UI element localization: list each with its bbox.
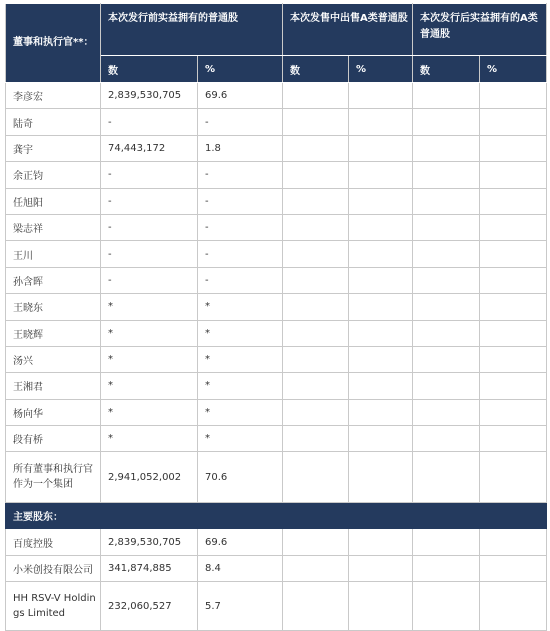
- name-cell: 王晓东: [6, 294, 101, 320]
- table-row: [6, 320, 547, 346]
- number-cell: 74,443,172: [101, 135, 198, 161]
- after-number-cell: [413, 294, 480, 320]
- sold-number-cell: [283, 529, 349, 555]
- after-number-cell: [413, 135, 480, 161]
- after-percent-cell: [480, 452, 547, 503]
- sold-percent-cell: [349, 320, 413, 346]
- after-percent-cell: [480, 320, 547, 346]
- sold-percent-cell: [349, 555, 413, 581]
- sold-percent-cell: [349, 452, 413, 503]
- name-cell: 梁志祥: [6, 214, 101, 240]
- sold-percent-cell: [349, 582, 413, 631]
- header-group-before: 本次发行前实益拥有的普通股: [101, 4, 283, 56]
- after-number-cell: [413, 452, 480, 503]
- sold-number-cell: [283, 135, 349, 161]
- table-row: [6, 162, 547, 188]
- after-number-cell: [413, 188, 480, 214]
- name-cell: 王晓辉: [6, 320, 101, 346]
- sold-number-cell: [283, 346, 349, 372]
- percent-cell: 69.6: [198, 83, 283, 109]
- sold-number-cell: [283, 399, 349, 425]
- number-cell: *: [101, 373, 198, 399]
- sold-percent-cell: [349, 373, 413, 399]
- percent-cell: -: [198, 241, 283, 267]
- percent-cell: *: [198, 426, 283, 452]
- number-cell: *: [101, 320, 198, 346]
- name-cell: 陆奇: [6, 109, 101, 135]
- name-cell: 段有桥: [6, 426, 101, 452]
- sold-percent-cell: [349, 529, 413, 555]
- name-cell: 王川: [6, 241, 101, 267]
- after-percent-cell: [480, 346, 547, 372]
- name-cell: HH RSV-V Holdings Limited: [6, 582, 101, 631]
- header-number-after: 数: [413, 56, 480, 83]
- after-number-cell: [413, 162, 480, 188]
- table-row: [6, 109, 547, 135]
- sold-percent-cell: [349, 241, 413, 267]
- after-percent-cell: [480, 83, 547, 109]
- sold-number-cell: [283, 294, 349, 320]
- after-number-cell: [413, 83, 480, 109]
- number-cell: 2,941,052,002: [101, 452, 198, 503]
- sold-number-cell: [283, 83, 349, 109]
- after-percent-cell: [480, 267, 547, 293]
- sold-percent-cell: [349, 83, 413, 109]
- header-row-label: 董事和执行官**：: [6, 4, 101, 83]
- after-number-cell: [413, 109, 480, 135]
- sold-number-cell: [283, 320, 349, 346]
- name-cell: 小米创投有限公司: [6, 555, 101, 581]
- sold-percent-cell: [349, 399, 413, 425]
- number-cell: 232,060,527: [101, 582, 198, 631]
- table-row: [6, 555, 547, 581]
- section-label: 主要股东：: [6, 503, 547, 529]
- number-cell: 2,839,530,705: [101, 83, 198, 109]
- header-group-sold: 本次发售中出售A类普通股: [283, 4, 413, 56]
- sold-number-cell: [283, 162, 349, 188]
- table-row: [6, 294, 547, 320]
- name-cell: 任旭阳: [6, 188, 101, 214]
- sold-percent-cell: [349, 346, 413, 372]
- sold-percent-cell: [349, 109, 413, 135]
- after-number-cell: [413, 320, 480, 346]
- after-percent-cell: [480, 399, 547, 425]
- number-cell: *: [101, 399, 198, 425]
- name-cell: 杨向华: [6, 399, 101, 425]
- header-number-sold: 数: [283, 56, 349, 83]
- header-row: [6, 4, 547, 56]
- name-cell: 百度控股: [6, 529, 101, 555]
- name-cell: 王湘君: [6, 373, 101, 399]
- percent-cell: *: [198, 399, 283, 425]
- number-cell: 341,874,885: [101, 555, 198, 581]
- sold-percent-cell: [349, 188, 413, 214]
- table-row: [6, 135, 547, 161]
- percent-cell: -: [198, 109, 283, 135]
- sold-percent-cell: [349, 426, 413, 452]
- after-number-cell: [413, 346, 480, 372]
- percent-cell: 5.7: [198, 582, 283, 631]
- table-row: [6, 188, 547, 214]
- after-percent-cell: [480, 188, 547, 214]
- table-row: [6, 426, 547, 452]
- after-number-cell: [413, 399, 480, 425]
- number-cell: -: [101, 241, 198, 267]
- table-row: [6, 214, 547, 240]
- table-row: [6, 241, 547, 267]
- header-group-after: 本次发行后实益拥有的A类普通股: [413, 4, 547, 56]
- section-row: [6, 503, 547, 529]
- percent-cell: 69.6: [198, 529, 283, 555]
- sold-number-cell: [283, 188, 349, 214]
- percent-cell: *: [198, 346, 283, 372]
- after-number-cell: [413, 426, 480, 452]
- percent-cell: *: [198, 373, 283, 399]
- percent-cell: 1.8: [198, 135, 283, 161]
- header-percent-before: %: [198, 56, 283, 83]
- after-number-cell: [413, 267, 480, 293]
- after-number-cell: [413, 529, 480, 555]
- sold-number-cell: [283, 241, 349, 267]
- percent-cell: -: [198, 214, 283, 240]
- table-row: [6, 83, 547, 109]
- after-number-cell: [413, 373, 480, 399]
- sold-number-cell: [283, 267, 349, 293]
- header-percent-after: %: [480, 56, 547, 83]
- name-cell: 龚宇: [6, 135, 101, 161]
- after-percent-cell: [480, 529, 547, 555]
- sold-number-cell: [283, 555, 349, 581]
- percent-cell: *: [198, 320, 283, 346]
- after-number-cell: [413, 241, 480, 267]
- name-cell: 余正钧: [6, 162, 101, 188]
- sold-percent-cell: [349, 162, 413, 188]
- after-percent-cell: [480, 582, 547, 631]
- table-row: [6, 582, 547, 631]
- name-cell: 所有董事和执行官作为一个集团: [6, 452, 101, 503]
- number-cell: *: [101, 346, 198, 372]
- number-cell: -: [101, 162, 198, 188]
- sold-number-cell: [283, 214, 349, 240]
- after-percent-cell: [480, 294, 547, 320]
- sold-number-cell: [283, 373, 349, 399]
- number-cell: 2,839,530,705: [101, 529, 198, 555]
- after-percent-cell: [480, 162, 547, 188]
- after-percent-cell: [480, 426, 547, 452]
- percent-cell: -: [198, 267, 283, 293]
- number-cell: *: [101, 294, 198, 320]
- number-cell: -: [101, 188, 198, 214]
- name-cell: 孙含晖: [6, 267, 101, 293]
- number-cell: *: [101, 426, 198, 452]
- table-row: [6, 529, 547, 555]
- percent-cell: -: [198, 188, 283, 214]
- percent-cell: -: [198, 162, 283, 188]
- shareholding-table: [5, 3, 547, 631]
- percent-cell: *: [198, 294, 283, 320]
- table-row: [6, 267, 547, 293]
- sold-number-cell: [283, 452, 349, 503]
- number-cell: -: [101, 214, 198, 240]
- header-number-before: 数: [101, 56, 198, 83]
- sold-percent-cell: [349, 267, 413, 293]
- after-number-cell: [413, 555, 480, 581]
- table-row: [6, 399, 547, 425]
- sold-percent-cell: [349, 294, 413, 320]
- name-cell: 李彦宏: [6, 83, 101, 109]
- header-percent-sold: %: [349, 56, 413, 83]
- after-percent-cell: [480, 109, 547, 135]
- after-percent-cell: [480, 555, 547, 581]
- after-number-cell: [413, 582, 480, 631]
- name-cell: 汤兴: [6, 346, 101, 372]
- sold-percent-cell: [349, 214, 413, 240]
- after-number-cell: [413, 214, 480, 240]
- sold-number-cell: [283, 582, 349, 631]
- percent-cell: 8.4: [198, 555, 283, 581]
- sold-number-cell: [283, 109, 349, 135]
- sold-number-cell: [283, 426, 349, 452]
- after-percent-cell: [480, 135, 547, 161]
- sold-percent-cell: [349, 135, 413, 161]
- table-row: [6, 452, 547, 503]
- after-percent-cell: [480, 214, 547, 240]
- after-percent-cell: [480, 241, 547, 267]
- percent-cell: 70.6: [198, 452, 283, 503]
- table-row: [6, 373, 547, 399]
- number-cell: -: [101, 109, 198, 135]
- number-cell: -: [101, 267, 198, 293]
- after-percent-cell: [480, 373, 547, 399]
- table-row: [6, 346, 547, 372]
